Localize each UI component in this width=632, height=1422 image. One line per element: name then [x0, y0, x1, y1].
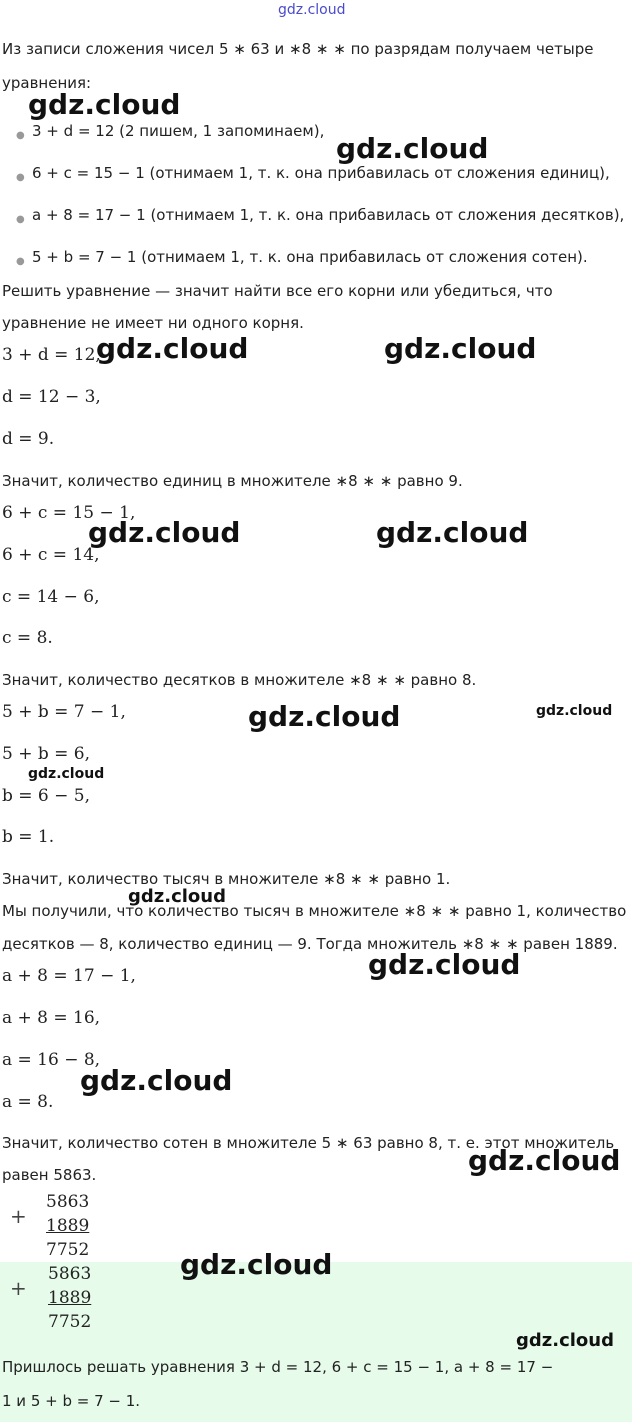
- column-addition-answer: [48, 1262, 91, 1334]
- addend-bottom: 1889: [48, 1288, 92, 1308]
- final-line-1: Пришлось решать уравнения 3 + d = 12, 6 + c = 15 − 1, a + 8 = 17 −: [2, 1358, 554, 1376]
- addend-top: 5863: [46, 1192, 90, 1212]
- solve-b-step-3: b = 6 − 5,: [2, 786, 91, 806]
- watermark-top: gdz.cloud: [278, 2, 346, 18]
- solve-d-step-2: d = 12 − 3,: [2, 387, 101, 407]
- watermark: gdz.cloud: [336, 132, 489, 165]
- watermark: gdz.cloud: [468, 1144, 621, 1177]
- summary-line-1: Мы получили, что количество тысяч в множителе ∗8 ∗ ∗ равно 1, количество: [2, 902, 627, 920]
- watermark: gdz.cloud: [248, 700, 401, 733]
- result-tens: Значит, количество десятков в множителе ∗8 ∗ ∗ равно 8.: [2, 671, 477, 689]
- equation-item-2: 6 + c = 15 − 1 (отнимаем 1, т. к. она прибавилась от сложения единиц),: [32, 164, 610, 182]
- column-addition: [46, 1190, 89, 1262]
- final-line-2: 1 и 5 + b = 7 − 1.: [2, 1392, 141, 1410]
- solve-a-step-1: a + 8 = 17 − 1,: [2, 966, 136, 986]
- solve-a-step-3: a = 16 − 8,: [2, 1050, 101, 1070]
- equation-item-4: 5 + b = 7 − 1 (отнимаем 1, т. к. она прибавилась от сложения сотен).: [32, 248, 588, 266]
- bullet-icon: ●: [16, 172, 25, 183]
- solve-b-step-2: 5 + b = 6,: [2, 744, 91, 764]
- equation-item-3: a + 8 = 17 − 1 (отнимаем 1, т. к. она прибавилась от сложения десятков),: [32, 206, 625, 224]
- intro-line-2: уравнения:: [2, 74, 92, 92]
- result-units: Значит, количество единиц в множителе ∗8 ∗ ∗ равно 9.: [2, 472, 463, 490]
- solve-a-step-2: a + 8 = 16,: [2, 1008, 101, 1028]
- solve-b-step-1: 5 + b = 7 − 1,: [2, 702, 126, 722]
- addend-top: 5863: [48, 1264, 92, 1284]
- bullet-icon: ●: [16, 214, 25, 225]
- plus-sign: +: [10, 1204, 27, 1228]
- watermark: gdz.cloud: [28, 766, 105, 782]
- sum-result: 7752: [48, 1312, 92, 1332]
- watermark: gdz.cloud: [180, 1248, 333, 1281]
- solve-d-step-3: d = 9.: [2, 429, 55, 449]
- solve-b-step-4: b = 1.: [2, 827, 55, 847]
- watermark: gdz.cloud: [376, 516, 529, 549]
- bullet-icon: ●: [16, 256, 25, 267]
- definition-line-1: Решить уравнение — значит найти все его корни или убедиться, что: [2, 282, 553, 300]
- result-thousands: Значит, количество тысяч в множителе ∗8 ∗ ∗ равно 1.: [2, 870, 451, 888]
- bullet-icon: ●: [16, 130, 25, 141]
- watermark: gdz.cloud: [536, 703, 613, 719]
- watermark: gdz.cloud: [368, 948, 521, 981]
- solve-c-step-1: 6 + c = 15 − 1,: [2, 503, 136, 523]
- watermark: gdz.cloud: [88, 516, 241, 549]
- watermark: gdz.cloud: [28, 88, 181, 121]
- solve-c-step-3: c = 14 − 6,: [2, 587, 100, 607]
- watermark: gdz.cloud: [128, 886, 226, 907]
- intro-line-1: Из записи сложения чисел 5 ∗ 63 и ∗8 ∗ ∗ по разрядам получаем четыре: [2, 40, 594, 58]
- solve-c-step-2: 6 + c = 14,: [2, 545, 100, 565]
- definition-line-2: уравнение не имеет ни одного корня.: [2, 314, 304, 332]
- solve-c-step-4: c = 8.: [2, 628, 53, 648]
- summary-line-2: десятков — 8, количество единиц — 9. Тогда множитель ∗8 ∗ ∗ равен 1889.: [2, 935, 618, 953]
- watermark: gdz.cloud: [384, 332, 537, 365]
- watermark: gdz.cloud: [80, 1064, 233, 1097]
- result-hundreds-2: равен 5863.: [2, 1166, 97, 1184]
- plus-sign: +: [10, 1276, 27, 1300]
- solve-d-step-1: 3 + d = 12,: [2, 345, 101, 365]
- watermark: gdz.cloud: [516, 1330, 614, 1351]
- solve-a-step-4: a = 8.: [2, 1092, 54, 1112]
- equation-item-1: 3 + d = 12 (2 пишем, 1 запоминаем),: [32, 122, 325, 140]
- result-hundreds-1: Значит, количество сотен в множителе 5 ∗ 63 равно 8, т. е. этот множитель: [2, 1134, 615, 1152]
- watermark: gdz.cloud: [96, 332, 249, 365]
- addend-bottom: 1889: [46, 1216, 90, 1236]
- sum-result: 7752: [46, 1240, 90, 1260]
